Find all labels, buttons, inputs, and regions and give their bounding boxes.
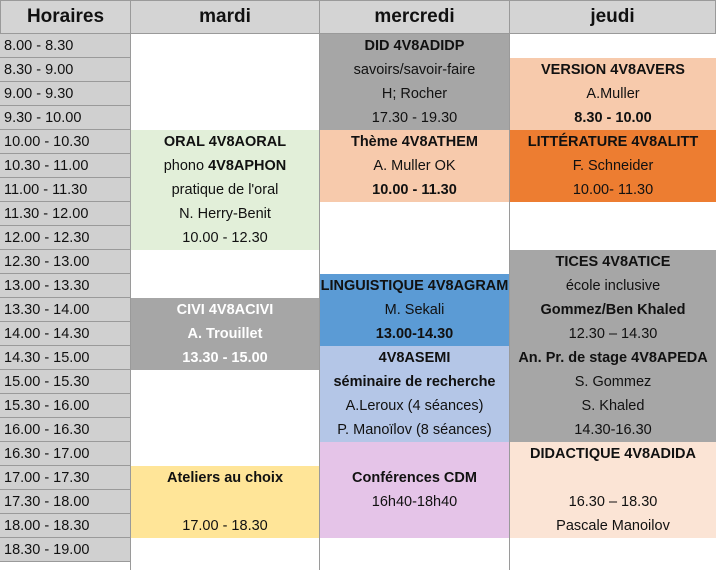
course-teacher: N. Herry-Benit [179,206,271,222]
course-teacher: A. Muller OK [373,158,456,174]
time-slot: 12.00 - 12.30 [0,226,131,250]
time-slot: 9.30 - 10.00 [0,106,131,130]
time-slot: 8.30 - 9.00 [0,58,131,82]
course-title: LINGUISTIQUE 4V8AGRAM [320,278,509,294]
course-title: ORAL 4V8AORAL [163,134,287,150]
course-time: 17.30 - 19.30 [371,110,458,126]
time-slot: 16.30 - 17.00 [0,442,131,466]
course-tices [510,250,716,346]
time-slot: 9.00 - 9.30 [0,82,131,106]
header-jeudi: jeudi [509,0,716,34]
course-linguistique [320,274,509,346]
column-divider [319,0,320,570]
time-slot: 14.00 - 14.30 [0,322,131,346]
time-slot: 11.30 - 12.00 [0,202,131,226]
course-teacher: A.Muller [586,86,640,102]
course-time: 13.30 - 15.00 [182,350,268,366]
course-version [510,58,716,130]
course-seminaire [320,346,509,442]
course-subtitle: école inclusive [565,278,661,294]
course-time: 13.00-14.30 [375,326,454,342]
time-slot: 15.00 - 15.30 [0,370,131,394]
time-slot: 13.00 - 13.30 [0,274,131,298]
course-oral [131,130,319,250]
time-slot: 15.30 - 16.00 [0,394,131,418]
time-slot: 18.00 - 18.30 [0,514,131,538]
course-subtitle: savoirs/savoir-faire [353,62,476,78]
course-teacher: Gommez/Ben Khaled [540,302,686,318]
course-title: TICES 4V8ATICE [555,254,671,270]
course-time: 10.00 - 12.30 [182,230,268,246]
course-did [320,34,509,130]
course-time: 12.30 – 14.30 [568,326,658,342]
time-slot: 16.00 - 16.30 [0,418,131,442]
course-subtitle [131,154,319,178]
course-title: LITTÉRATURE 4V8ALITT [527,134,699,150]
course-teacher: H; Rocher [381,86,448,102]
course-teacher: P. Manoïlov (8 séances) [337,422,492,438]
course-didactique [510,442,716,538]
course-title: VERSION 4V8AVERS [541,62,685,78]
course-time: 14.30-16.30 [574,422,652,438]
course-civi [131,298,319,370]
time-slot: 18.30 - 19.00 [0,538,131,562]
course-theme [320,130,509,202]
course-teacher: M. Sekali [384,302,445,318]
course-title: 4V8ASEMI [378,350,451,366]
course-title: Ateliers au choix [166,470,284,486]
course-title: Thème 4V8ATHEM [350,134,479,150]
time-slot: 14.30 - 15.00 [0,346,131,370]
course-conferences [320,442,509,538]
course-time: 10.00 - 11.30 [372,182,457,198]
course-title: CIVI 4V8ACIVI [176,302,274,318]
course-time: 16.30 – 18.30 [568,494,658,510]
course-code: 4V8APHON [208,158,287,174]
course-teacher: A.Leroux (4 séances) [345,398,484,414]
course-stage [510,346,716,442]
course-title: DID 4V8ADIDP [364,38,465,54]
course-teacher: S. Gommez [574,374,652,390]
course-teacher: F. Schneider [572,158,654,174]
time-slot: 10.00 - 10.30 [0,130,131,154]
time-slot: 8.00 - 8.30 [0,34,131,58]
column-divider [509,0,510,570]
time-slot: 10.30 - 11.00 [0,154,131,178]
course-time: 8.30 - 10.00 [574,110,652,126]
column-divider [130,0,131,570]
course-teacher: A. Trouillet [187,326,263,342]
course-title: DIDACTIQUE 4V8ADIDA [530,446,696,462]
header-mercredi: mercredi [319,0,510,34]
course-subtitle-text: phono [163,158,209,174]
course-time: 10.00- 11.30 [572,182,654,198]
course-teacher: S. Khaled [581,398,645,414]
course-title: An. Pr. de stage 4V8APEDA [518,350,708,366]
course-title: Conférences CDM [352,470,477,486]
time-slot: 13.30 - 14.00 [0,298,131,322]
header-mardi: mardi [130,0,320,34]
course-detail: pratique de l'oral [171,182,279,198]
course-time: 17.00 - 18.30 [182,518,268,534]
course-ateliers [131,466,319,538]
course-subtitle: séminaire de recherche [333,374,496,390]
time-slot: 17.00 - 17.30 [0,466,131,490]
course-time: 16h40-18h40 [371,494,458,510]
header-horaires: Horaires [0,0,131,34]
time-slot: 12.30 - 13.00 [0,250,131,274]
course-teacher: Pascale Manoilov [556,518,670,534]
time-slot: 17.30 - 18.00 [0,490,131,514]
time-slot: 11.00 - 11.30 [0,178,131,202]
course-litterature [510,130,716,202]
